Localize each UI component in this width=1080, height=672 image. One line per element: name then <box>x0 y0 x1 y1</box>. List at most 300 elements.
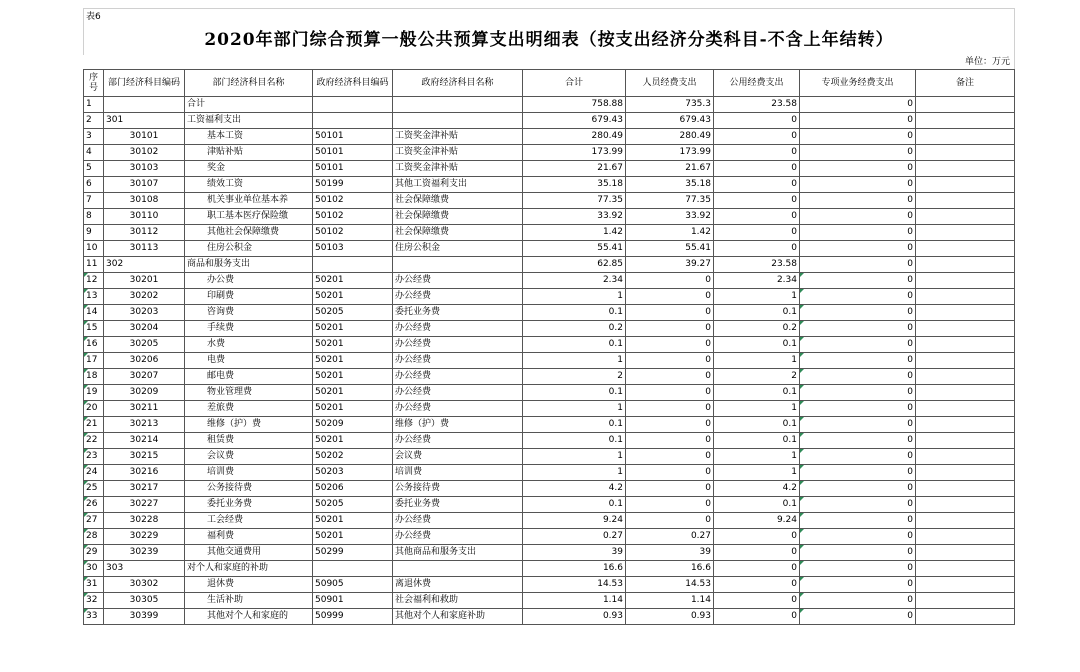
cell-remark <box>916 129 1015 145</box>
cell-special: 0 <box>800 145 916 161</box>
cell-special: 0 <box>800 481 916 497</box>
cell-total: 173.99 <box>523 145 626 161</box>
cell-special: 0 <box>800 209 916 225</box>
cell-remark <box>916 593 1015 609</box>
cell-total: 77.35 <box>523 193 626 209</box>
cell-gov-code: 50102 <box>313 209 393 225</box>
cell-gov-code: 50999 <box>313 609 393 625</box>
cell-gov-code: 50209 <box>313 417 393 433</box>
cell-dept-code: 30239 <box>104 545 185 561</box>
cell-dept-name: 委托业务费 <box>185 497 313 513</box>
table-row <box>84 481 1015 497</box>
cell-gov-code: 50201 <box>313 353 393 369</box>
cell-dept-code: 302 <box>104 257 185 273</box>
cell-dept-code: 30205 <box>104 337 185 353</box>
cell-seq: 11 <box>84 257 104 273</box>
cell-public: 0.1 <box>714 305 800 321</box>
cell-gov-name: 社会保障缴费 <box>393 209 523 225</box>
cell-dept-name: 电费 <box>185 353 313 369</box>
cell-remark <box>916 321 1015 337</box>
cell-gov-name: 办公经费 <box>393 369 523 385</box>
cell-personnel: 0 <box>626 465 714 481</box>
cell-personnel: 77.35 <box>626 193 714 209</box>
cell-dept-name: 基本工资 <box>185 129 313 145</box>
header-gov-code: 政府经济科目编码 <box>313 70 393 97</box>
cell-gov-code: 50201 <box>313 369 393 385</box>
cell-gov-name: 办公经费 <box>393 513 523 529</box>
table-row <box>84 417 1015 433</box>
cell-gov-code: 50101 <box>313 161 393 177</box>
table-row <box>84 449 1015 465</box>
cell-special: 0 <box>800 353 916 369</box>
cell-remark <box>916 177 1015 193</box>
cell-dept-code: 30211 <box>104 401 185 417</box>
cell-gov-name: 社会福利和救助 <box>393 593 523 609</box>
cell-remark <box>916 449 1015 465</box>
cell-special: 0 <box>800 577 916 593</box>
cell-total: 0.1 <box>523 337 626 353</box>
cell-dept-name: 住房公积金 <box>185 241 313 257</box>
cell-gov-name: 公务接待费 <box>393 481 523 497</box>
cell-dept-code: 30102 <box>104 145 185 161</box>
cell-dept-code: 30201 <box>104 273 185 289</box>
cell-gov-code: 50201 <box>313 433 393 449</box>
cell-gov-code: 50101 <box>313 129 393 145</box>
cell-special: 0 <box>800 513 916 529</box>
cell-special: 0 <box>800 129 916 145</box>
table-row <box>84 513 1015 529</box>
cell-remark <box>916 257 1015 273</box>
cell-dept-name: 物业管理费 <box>185 385 313 401</box>
cell-special: 0 <box>800 177 916 193</box>
table-row <box>84 161 1015 177</box>
cell-public: 0.1 <box>714 385 800 401</box>
table-row <box>84 529 1015 545</box>
cell-personnel: 1.42 <box>626 225 714 241</box>
cell-remark <box>916 481 1015 497</box>
cell-public: 0 <box>714 113 800 129</box>
cell-public: 0 <box>714 193 800 209</box>
cell-remark <box>916 113 1015 129</box>
cell-total: 35.18 <box>523 177 626 193</box>
cell-total: 1.14 <box>523 593 626 609</box>
cell-gov-name: 其他对个人和家庭补助 <box>393 609 523 625</box>
cell-personnel: 0 <box>626 273 714 289</box>
cell-dept-name: 租赁费 <box>185 433 313 449</box>
cell-public: 1 <box>714 465 800 481</box>
cell-gov-code: 50203 <box>313 465 393 481</box>
cell-gov-code: 50201 <box>313 273 393 289</box>
table-row <box>84 561 1015 577</box>
cell-dept-name: 机关事业单位基本养 <box>185 193 313 209</box>
cell-remark <box>916 369 1015 385</box>
cell-personnel: 21.67 <box>626 161 714 177</box>
cell-total: 4.2 <box>523 481 626 497</box>
cell-total: 0.2 <box>523 321 626 337</box>
cell-personnel: 0 <box>626 385 714 401</box>
cell-public: 23.58 <box>714 257 800 273</box>
table-row <box>84 353 1015 369</box>
cell-gov-code: 50206 <box>313 481 393 497</box>
cell-personnel: 0 <box>626 337 714 353</box>
cell-special: 0 <box>800 545 916 561</box>
cell-special: 0 <box>800 385 916 401</box>
header-public: 公用经费支出 <box>714 70 800 97</box>
cell-total: 0.1 <box>523 417 626 433</box>
cell-dept-name: 工资福利支出 <box>185 113 313 129</box>
cell-special: 0 <box>800 305 916 321</box>
cell-gov-code: 50102 <box>313 225 393 241</box>
cell-personnel: 735.3 <box>626 97 714 113</box>
cell-public: 0 <box>714 145 800 161</box>
cell-special: 0 <box>800 241 916 257</box>
cell-total: 0.1 <box>523 305 626 321</box>
cell-remark <box>916 577 1015 593</box>
cell-dept-name: 印刷费 <box>185 289 313 305</box>
cell-seq: 30 <box>84 561 104 577</box>
cell-gov-name: 办公经费 <box>393 385 523 401</box>
cell-dept-code: 30227 <box>104 497 185 513</box>
cell-dept-code: 30112 <box>104 225 185 241</box>
cell-personnel: 679.43 <box>626 113 714 129</box>
cell-gov-name: 社会保障缴费 <box>393 225 523 241</box>
cell-dept-code: 30229 <box>104 529 185 545</box>
cell-public: 0 <box>714 129 800 145</box>
cell-gov-name <box>393 97 523 113</box>
cell-dept-name: 培训费 <box>185 465 313 481</box>
cell-dept-code: 30206 <box>104 353 185 369</box>
table-row <box>84 305 1015 321</box>
cell-dept-name: 工会经费 <box>185 513 313 529</box>
cell-gov-name <box>393 561 523 577</box>
cell-gov-name <box>393 113 523 129</box>
cell-personnel: 33.92 <box>626 209 714 225</box>
cell-remark <box>916 513 1015 529</box>
header-gov-name: 政府经济科目名称 <box>393 70 523 97</box>
cell-public: 0 <box>714 561 800 577</box>
cell-gov-name: 办公经费 <box>393 401 523 417</box>
cell-dept-name: 公务接待费 <box>185 481 313 497</box>
cell-seq: 19 <box>84 385 104 401</box>
cell-personnel: 0 <box>626 481 714 497</box>
cell-dept-name: 合计 <box>185 97 313 113</box>
cell-public: 0 <box>714 209 800 225</box>
cell-dept-code: 30101 <box>104 129 185 145</box>
cell-dept-name: 水费 <box>185 337 313 353</box>
cell-seq: 4 <box>84 145 104 161</box>
cell-personnel: 0 <box>626 401 714 417</box>
cell-personnel: 280.49 <box>626 129 714 145</box>
cell-seq: 8 <box>84 209 104 225</box>
table-row <box>84 577 1015 593</box>
cell-gov-code <box>313 113 393 129</box>
cell-gov-name: 办公经费 <box>393 321 523 337</box>
cell-special: 0 <box>800 337 916 353</box>
cell-personnel: 0 <box>626 353 714 369</box>
table-row <box>84 369 1015 385</box>
cell-remark <box>916 561 1015 577</box>
cell-personnel: 0 <box>626 497 714 513</box>
header-personnel: 人员经费支出 <box>626 70 714 97</box>
cell-dept-name: 维修（护）费 <box>185 417 313 433</box>
cell-seq: 14 <box>84 305 104 321</box>
table-row <box>84 241 1015 257</box>
cell-total: 0.93 <box>523 609 626 625</box>
cell-dept-code: 30399 <box>104 609 185 625</box>
cell-personnel: 35.18 <box>626 177 714 193</box>
table-row <box>84 289 1015 305</box>
cell-remark <box>916 545 1015 561</box>
cell-seq: 12 <box>84 273 104 289</box>
table-row <box>84 401 1015 417</box>
table-row <box>84 225 1015 241</box>
cell-gov-code: 50201 <box>313 289 393 305</box>
cell-seq: 29 <box>84 545 104 561</box>
cell-gov-code: 50201 <box>313 337 393 353</box>
cell-dept-code: 301 <box>104 113 185 129</box>
cell-personnel: 39.27 <box>626 257 714 273</box>
cell-special: 0 <box>800 97 916 113</box>
cell-gov-code: 50201 <box>313 513 393 529</box>
cell-personnel: 0 <box>626 417 714 433</box>
budget-table <box>83 69 1015 625</box>
cell-gov-name: 工资奖金津补贴 <box>393 145 523 161</box>
cell-dept-code: 30215 <box>104 449 185 465</box>
cell-personnel: 39 <box>626 545 714 561</box>
cell-dept-code: 30214 <box>104 433 185 449</box>
cell-remark <box>916 209 1015 225</box>
cell-dept-name: 绩效工资 <box>185 177 313 193</box>
cell-dept-code: 30305 <box>104 593 185 609</box>
cell-dept-code: 30107 <box>104 177 185 193</box>
cell-special: 0 <box>800 417 916 433</box>
cell-special: 0 <box>800 593 916 609</box>
cell-public: 0.1 <box>714 433 800 449</box>
cell-gov-code <box>313 561 393 577</box>
cell-total: 2.34 <box>523 273 626 289</box>
cell-special: 0 <box>800 113 916 129</box>
table-row <box>84 497 1015 513</box>
cell-seq: 25 <box>84 481 104 497</box>
table-row <box>84 433 1015 449</box>
cell-gov-code: 50205 <box>313 305 393 321</box>
cell-remark <box>916 401 1015 417</box>
cell-special: 0 <box>800 225 916 241</box>
cell-seq: 23 <box>84 449 104 465</box>
cell-gov-code: 50205 <box>313 497 393 513</box>
cell-special: 0 <box>800 369 916 385</box>
cell-total: 0.1 <box>523 497 626 513</box>
cell-remark <box>916 145 1015 161</box>
cell-seq: 33 <box>84 609 104 625</box>
cell-public: 0 <box>714 609 800 625</box>
cell-remark <box>916 497 1015 513</box>
cell-special: 0 <box>800 273 916 289</box>
cell-total: 21.67 <box>523 161 626 177</box>
cell-remark <box>916 529 1015 545</box>
cell-public: 0 <box>714 161 800 177</box>
header-remark: 备注 <box>916 70 1015 97</box>
cell-dept-code: 303 <box>104 561 185 577</box>
cell-total: 39 <box>523 545 626 561</box>
cell-dept-name: 奖金 <box>185 161 313 177</box>
cell-dept-code <box>104 97 185 113</box>
header-dept-name: 部门经济科目名称 <box>185 70 313 97</box>
cell-gov-code: 50101 <box>313 145 393 161</box>
cell-special: 0 <box>800 433 916 449</box>
cell-gov-code: 50199 <box>313 177 393 193</box>
cell-special: 0 <box>800 561 916 577</box>
cell-dept-name: 会议费 <box>185 449 313 465</box>
table-row <box>84 465 1015 481</box>
cell-seq: 15 <box>84 321 104 337</box>
cell-dept-code: 30110 <box>104 209 185 225</box>
table-row <box>84 545 1015 561</box>
cell-gov-code <box>313 257 393 273</box>
cell-personnel: 0 <box>626 321 714 337</box>
cell-total: 9.24 <box>523 513 626 529</box>
cell-total: 14.53 <box>523 577 626 593</box>
cell-gov-name: 工资奖金津补贴 <box>393 129 523 145</box>
cell-dept-name: 对个人和家庭的补助 <box>185 561 313 577</box>
cell-total: 1.42 <box>523 225 626 241</box>
cell-gov-name: 办公经费 <box>393 273 523 289</box>
cell-public: 23.58 <box>714 97 800 113</box>
cell-public: 0 <box>714 225 800 241</box>
cell-gov-code: 50905 <box>313 577 393 593</box>
cell-dept-code: 30103 <box>104 161 185 177</box>
cell-remark <box>916 225 1015 241</box>
cell-gov-code: 50103 <box>313 241 393 257</box>
cell-gov-name <box>393 257 523 273</box>
cell-personnel: 1.14 <box>626 593 714 609</box>
cell-special: 0 <box>800 161 916 177</box>
table-row <box>84 145 1015 161</box>
cell-gov-name: 维修（护）费 <box>393 417 523 433</box>
table-row <box>84 257 1015 273</box>
cell-dept-name: 差旅费 <box>185 401 313 417</box>
cell-special: 0 <box>800 465 916 481</box>
cell-gov-code <box>313 97 393 113</box>
cell-gov-name: 委托业务费 <box>393 497 523 513</box>
cell-dept-code: 30217 <box>104 481 185 497</box>
header-dept-code: 部门经济科目编码 <box>104 70 185 97</box>
cell-remark <box>916 305 1015 321</box>
cell-remark <box>916 433 1015 449</box>
cell-personnel: 0 <box>626 289 714 305</box>
cell-dept-code: 30228 <box>104 513 185 529</box>
cell-remark <box>916 289 1015 305</box>
cell-special: 0 <box>800 193 916 209</box>
cell-special: 0 <box>800 497 916 513</box>
table-row <box>84 193 1015 209</box>
cell-total: 1 <box>523 465 626 481</box>
cell-gov-name: 其他商品和服务支出 <box>393 545 523 561</box>
cell-special: 0 <box>800 529 916 545</box>
cell-gov-code: 50901 <box>313 593 393 609</box>
cell-seq: 18 <box>84 369 104 385</box>
cell-public: 2.34 <box>714 273 800 289</box>
cell-dept-name: 其他交通费用 <box>185 545 313 561</box>
cell-public: 9.24 <box>714 513 800 529</box>
cell-dept-name: 津贴补贴 <box>185 145 313 161</box>
cell-public: 0 <box>714 577 800 593</box>
cell-total: 62.85 <box>523 257 626 273</box>
cell-seq: 3 <box>84 129 104 145</box>
cell-public: 0 <box>714 177 800 193</box>
cell-public: 0.2 <box>714 321 800 337</box>
cell-remark <box>916 465 1015 481</box>
cell-dept-name: 邮电费 <box>185 369 313 385</box>
cell-dept-code: 30202 <box>104 289 185 305</box>
cell-personnel: 0 <box>626 513 714 529</box>
cell-gov-code: 50201 <box>313 385 393 401</box>
cell-total: 0.1 <box>523 385 626 401</box>
cell-seq: 24 <box>84 465 104 481</box>
cell-seq: 17 <box>84 353 104 369</box>
cell-personnel: 0.93 <box>626 609 714 625</box>
cell-remark <box>916 385 1015 401</box>
cell-total: 0.27 <box>523 529 626 545</box>
cell-public: 1 <box>714 289 800 305</box>
cell-personnel: 0.27 <box>626 529 714 545</box>
cell-gov-name: 培训费 <box>393 465 523 481</box>
cell-public: 1 <box>714 353 800 369</box>
cell-dept-name: 手续费 <box>185 321 313 337</box>
cell-dept-code: 30209 <box>104 385 185 401</box>
cell-seq: 27 <box>84 513 104 529</box>
cell-seq: 6 <box>84 177 104 193</box>
cell-dept-name: 咨询费 <box>185 305 313 321</box>
cell-personnel: 0 <box>626 305 714 321</box>
cell-public: 1 <box>714 401 800 417</box>
cell-total: 1 <box>523 289 626 305</box>
table-row <box>84 321 1015 337</box>
cell-gov-name: 离退休费 <box>393 577 523 593</box>
cell-total: 16.6 <box>523 561 626 577</box>
cell-gov-name: 会议费 <box>393 449 523 465</box>
table-row <box>84 337 1015 353</box>
cell-gov-name: 办公经费 <box>393 337 523 353</box>
cell-gov-name: 委托业务费 <box>393 305 523 321</box>
cell-gov-code: 50201 <box>313 321 393 337</box>
cell-remark <box>916 97 1015 113</box>
cell-total: 679.43 <box>523 113 626 129</box>
cell-gov-name: 其他工资福利支出 <box>393 177 523 193</box>
cell-special: 0 <box>800 289 916 305</box>
cell-remark <box>916 193 1015 209</box>
cell-total: 1 <box>523 353 626 369</box>
cell-special: 0 <box>800 401 916 417</box>
table-body <box>84 97 1015 625</box>
cell-seq: 1 <box>84 97 104 113</box>
cell-personnel: 173.99 <box>626 145 714 161</box>
cell-total: 1 <box>523 449 626 465</box>
cell-public: 0 <box>714 545 800 561</box>
cell-personnel: 16.6 <box>626 561 714 577</box>
cell-dept-name: 生活补助 <box>185 593 313 609</box>
cell-dept-code: 30213 <box>104 417 185 433</box>
cell-total: 1 <box>523 401 626 417</box>
cell-public: 0 <box>714 241 800 257</box>
table-row <box>84 129 1015 145</box>
cell-public: 2 <box>714 369 800 385</box>
cell-dept-name: 商品和服务支出 <box>185 257 313 273</box>
cell-personnel: 55.41 <box>626 241 714 257</box>
cell-dept-code: 30207 <box>104 369 185 385</box>
cell-gov-name: 办公经费 <box>393 529 523 545</box>
table-header-row <box>84 70 1015 97</box>
